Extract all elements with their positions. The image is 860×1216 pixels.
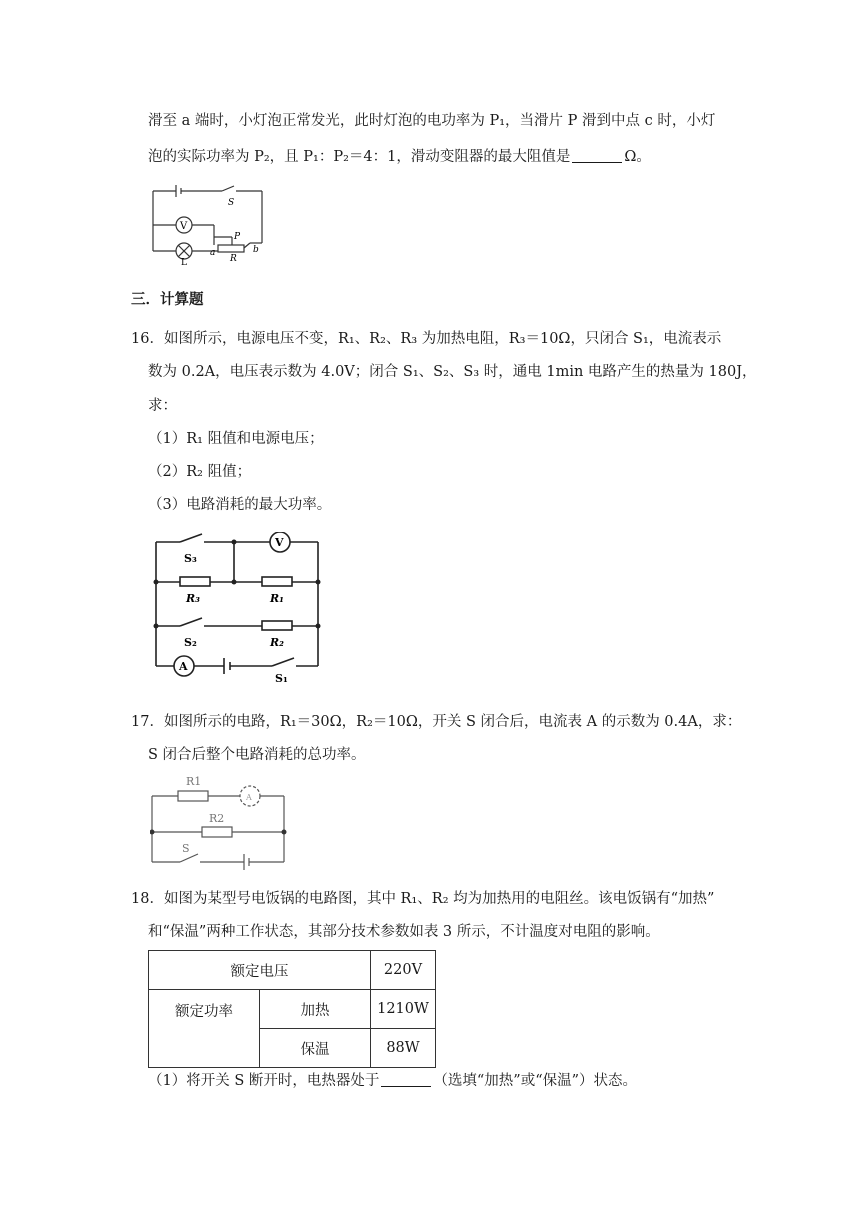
table-row: [149, 990, 436, 1029]
rated-power-label: 额定功率: [149, 990, 260, 1068]
q17-line2: S 闭合后整个电路消耗的总功率。: [148, 747, 366, 763]
q17-label-ammeter: A: [246, 793, 252, 802]
q16-label-s2: S₂: [184, 636, 197, 649]
section-title: 三．计算题: [131, 291, 204, 308]
q15-label-switch: S: [228, 198, 235, 208]
q16-sub1: （1）R₁ 阻值和电源电压；: [148, 431, 324, 447]
q16-circuit-diagram: [152, 532, 324, 682]
q18-sub1: [148, 1071, 637, 1091]
q17-label-switch: S: [182, 842, 190, 855]
rated-voltage-value: 220V: [371, 951, 436, 990]
answer-blank[interactable]: [381, 1072, 431, 1087]
q16-line1: 16．如图所示，电源电压不变，R₁、R₂、R₃ 为加热电阻，R₃＝10Ω，只闭合 S₁，电流表示: [131, 331, 722, 347]
q15-line2: [148, 147, 651, 167]
heating-value: 1210W: [371, 990, 436, 1029]
q15-label-lamp: L: [181, 258, 187, 265]
q15-line1: 滑至 a 端时，小灯泡正常发光，此时灯泡的电功率为 P₁，当滑片 P 滑到中点 c 时，小灯: [148, 113, 716, 129]
q15-circuit-diagram: [150, 185, 270, 265]
q16-label-r1: R₁: [270, 592, 284, 605]
q17-label-r1: R1: [186, 775, 202, 788]
q17-circuit-diagram: [150, 770, 290, 870]
q16-sub3: （3）电路消耗的最大功率。: [148, 497, 332, 513]
q18-line2: 和“保温”两种工作状态，其部分技术参数如表 3 所示，不计温度对电阻的影响。: [148, 924, 660, 940]
q16-label-s3: S₃: [184, 552, 197, 565]
q15-label-end-b: b: [253, 245, 259, 255]
q15-label-voltmeter: V: [180, 221, 188, 232]
q15-label-slider: P: [234, 232, 241, 242]
q18-line1: 18．如图为某型号电饭锅的电路图，其中 R₁、R₂ 均为加热用的电阻丝。该电饭锅有“加热”: [131, 891, 715, 907]
q18-sub1-options: （选填“加热”或“保温”）状态。: [433, 1073, 638, 1089]
q16-line3: 求：: [148, 398, 177, 414]
warm-value: 88W: [371, 1029, 436, 1068]
q16-label-s1: S₁: [275, 672, 288, 682]
q15-line2-text: 泡的实际功率为 P₂，且 P₁：P₂＝4：1，滑动变阻器的最大阻值是: [148, 149, 571, 165]
tech-params-table: [148, 950, 436, 1068]
rated-voltage-label: 额定电压: [149, 951, 371, 990]
answer-blank[interactable]: [572, 148, 622, 163]
table-row: [149, 951, 436, 990]
warm-label: 保温: [260, 1029, 371, 1068]
q16-line2: 数为 0.2A，电压表示数为 4.0V；闭合 S₁、S₂、S₃ 时，通电 1min 电路产生的热量为 180J，: [148, 364, 757, 380]
q18-sub1-text: （1）将开关 S 断开时，电热器处于: [148, 1073, 380, 1089]
q16-sub2: （2）R₂ 阻值；: [148, 464, 252, 480]
q15-label-end-a: a: [210, 248, 216, 258]
q17-line1: 17．如图所示的电路，R₁＝30Ω，R₂＝10Ω，开关 S 闭合后，电流表 A 的示数为 0.4A，求：: [131, 714, 742, 730]
heating-label: 加热: [260, 990, 371, 1029]
q15-label-resistor: R: [230, 254, 237, 264]
q16-label-voltmeter: V: [275, 536, 284, 549]
q15-line2-unit: Ω。: [624, 149, 651, 165]
q17-label-r2: R2: [209, 812, 225, 825]
q16-label-ammeter: A: [179, 660, 188, 673]
q16-label-r2: R₂: [270, 636, 284, 649]
q16-label-r3: R₃: [186, 592, 200, 605]
